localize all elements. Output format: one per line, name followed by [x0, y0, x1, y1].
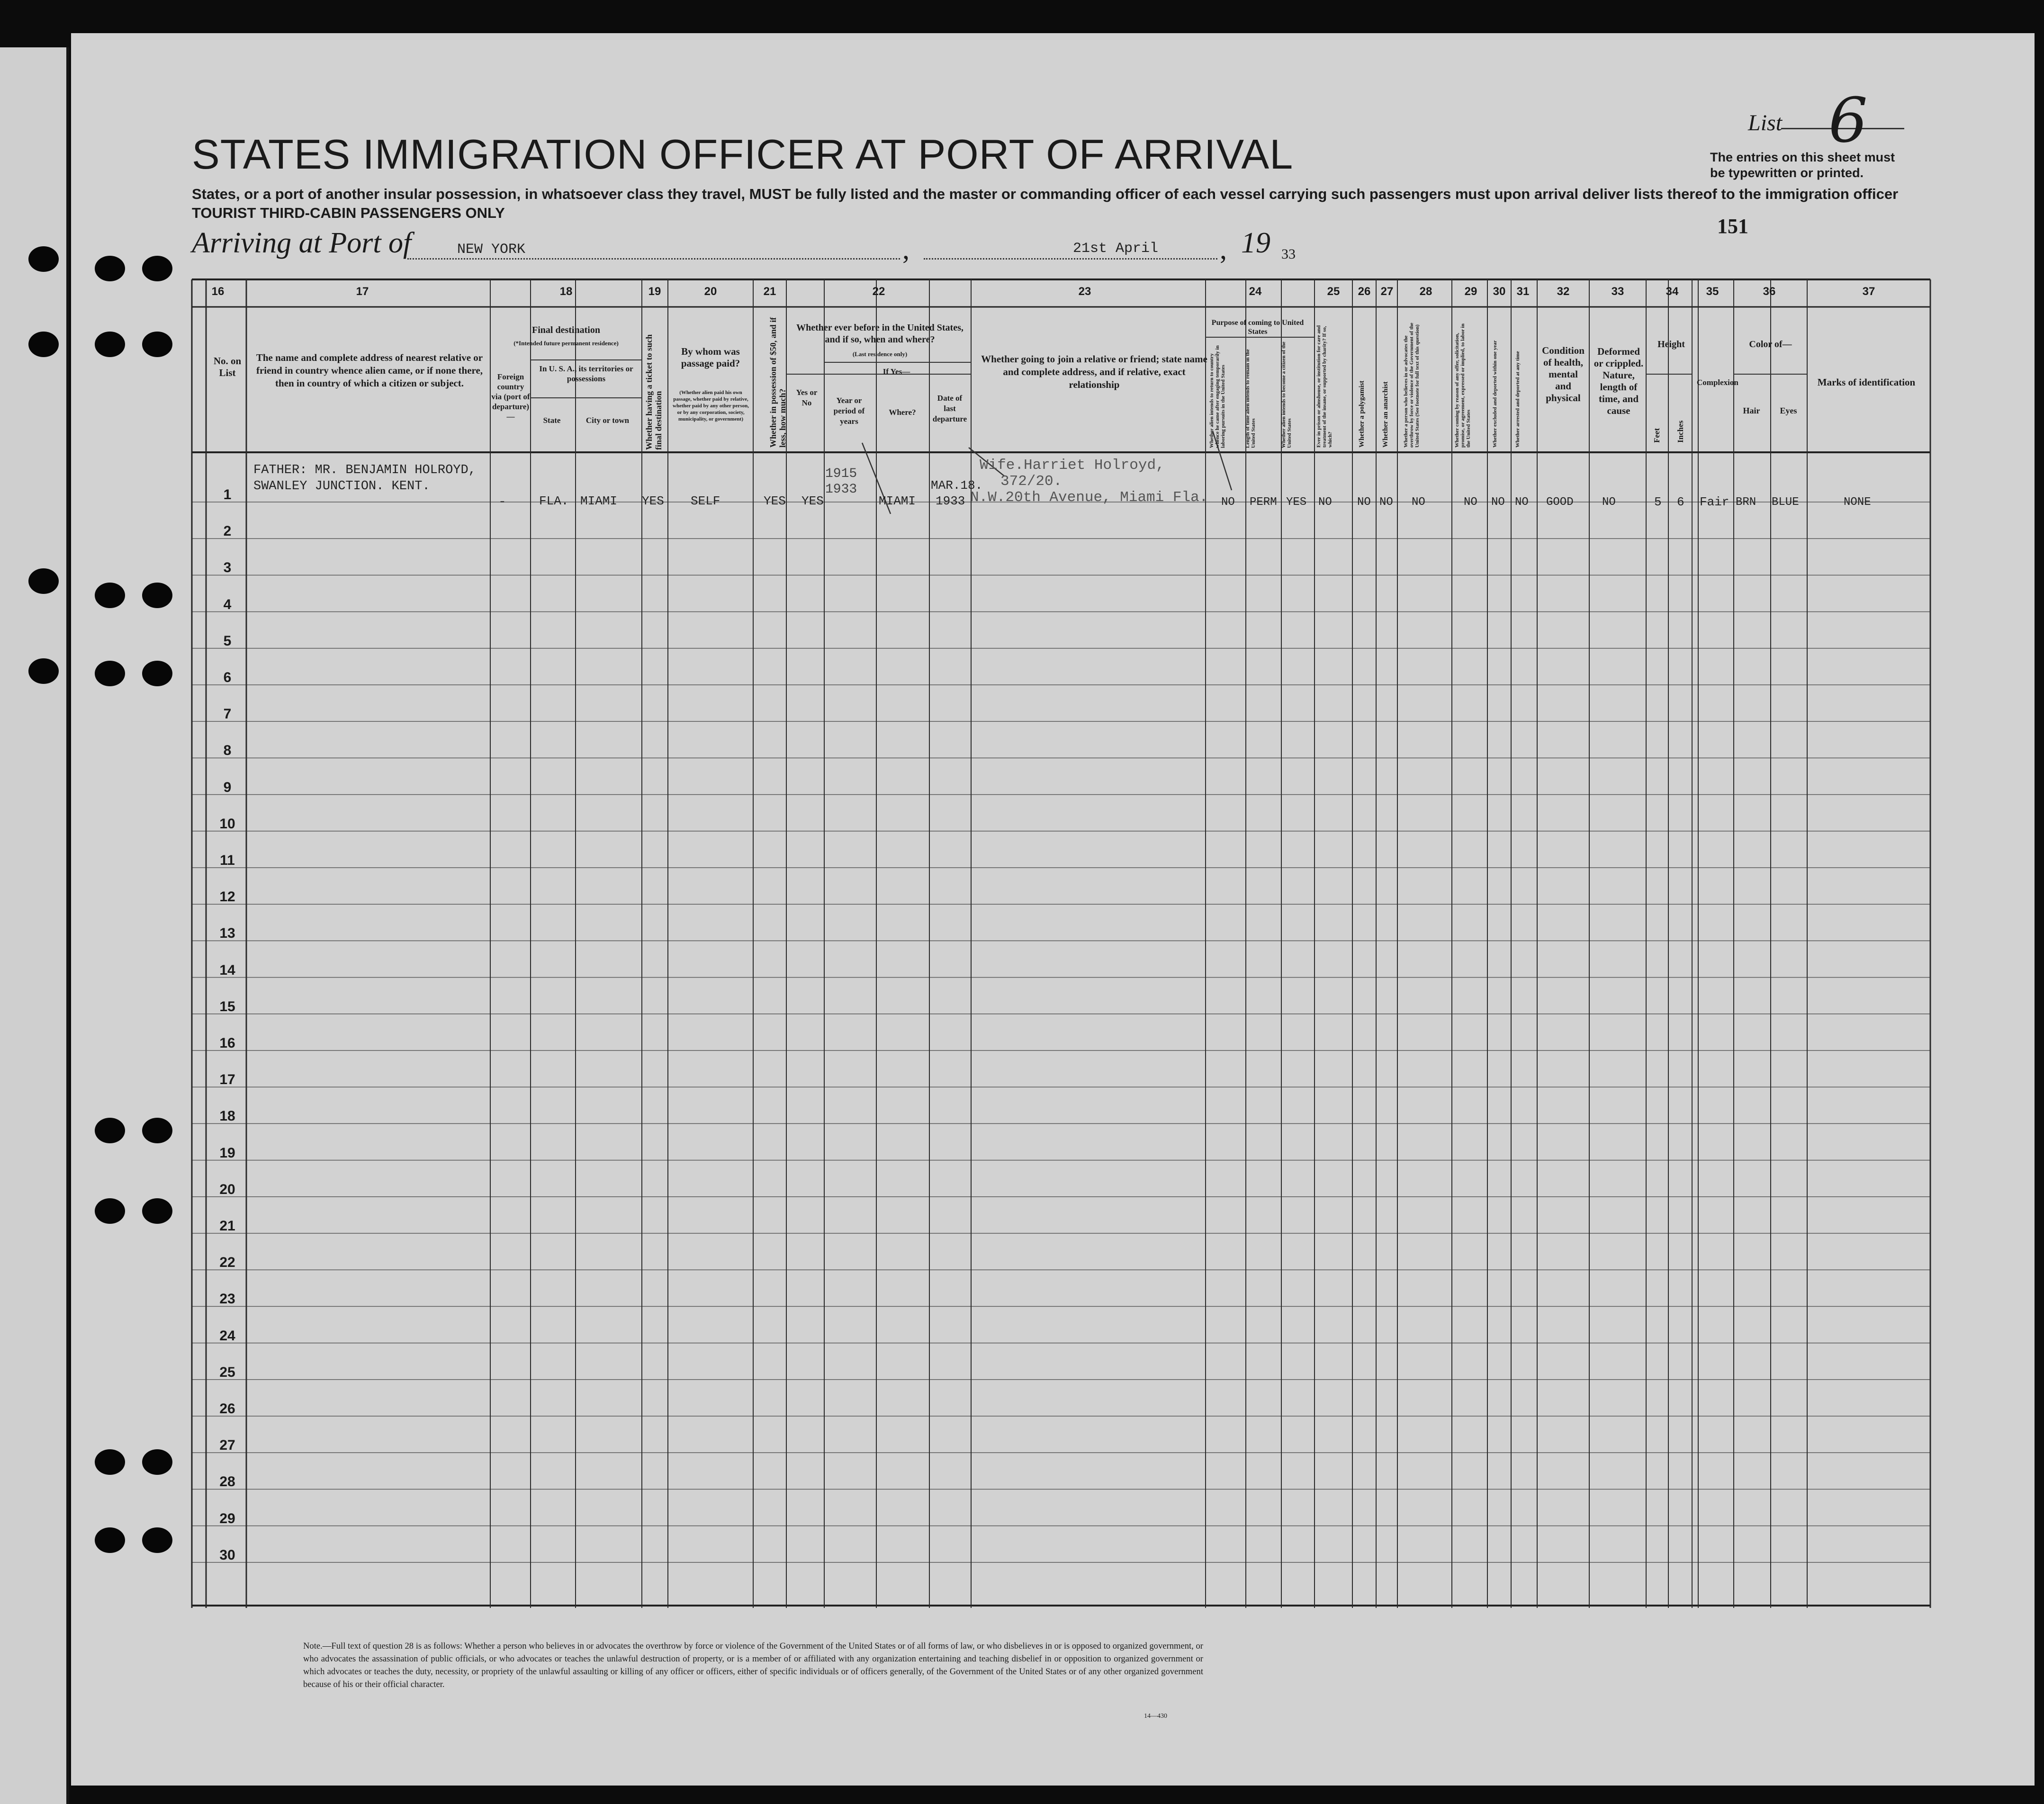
entry-overthrow: NO: [1412, 496, 1425, 509]
instruction-line: States, or a port of another insular possession, in whatsoever class they travel, MUST be fully listed and the master or commanding officer of each vessel carrying such passengers must upon arrival deliver lists thereof to the immigration officer: [192, 186, 1899, 202]
header-color-of: Color of—: [1749, 339, 1792, 350]
row-number: 16: [219, 1035, 235, 1051]
date-underline: [924, 258, 1217, 260]
entry-marks: NONE: [1844, 496, 1871, 509]
row-number: 23: [219, 1291, 235, 1307]
row-number: 8: [223, 743, 232, 759]
entry-prison: NO: [1318, 496, 1332, 509]
row-number: 12: [219, 889, 235, 905]
row-number: 20: [219, 1181, 235, 1197]
column-number: 32: [1557, 285, 1570, 298]
entry-length-stay: PERM: [1250, 496, 1277, 509]
entry-complexion: Fair: [1700, 495, 1729, 509]
entry-excluded: NO: [1491, 496, 1505, 509]
column-number: 20: [704, 285, 717, 298]
header-anarchist: Whether an anarchist: [1382, 381, 1389, 448]
entry-joining-line1: Wife.Harriet Holroyd,: [980, 457, 1165, 474]
entry-polygamist: NO: [1357, 496, 1371, 509]
header-state: State: [543, 416, 561, 425]
entry-foreign-country: -: [498, 495, 506, 510]
header-usa: In U. S. A., its territories or possessions: [539, 364, 633, 383]
row-number: 14: [219, 962, 235, 978]
header-joining: Whether going to join a relative or friend; state name and complete address, and if relative, exact relationship: [981, 353, 1207, 390]
passenger-class-line: TOURIST THIRD-CABIN PASSENGERS ONLY: [192, 205, 505, 221]
entry-inches: 6: [1677, 495, 1684, 509]
header-if-yes: If Yes—: [882, 367, 910, 376]
column-number: 30: [1493, 285, 1506, 298]
header-prison: Ever in prison or almshouse, or institution for care and treatment of the insane, or supported by charity? If so, which?: [1316, 325, 1333, 448]
page-title: STATES IMMIGRATION OFFICER AT PORT OF ARRIVAL: [192, 131, 1294, 178]
row-number: 26: [219, 1401, 235, 1417]
row-number: 11: [220, 853, 235, 868]
entry-city: MIAMI: [580, 494, 618, 508]
header-purpose-citizen: Whether alien intends to become a citizen of the United States: [1281, 341, 1292, 448]
header-year-period: Year or period of years: [833, 396, 865, 426]
entry-date-line2: 1933: [936, 494, 965, 508]
entry-deformed: NO: [1602, 496, 1616, 509]
row-number: 4: [223, 596, 232, 612]
form-number: 14—430: [1144, 1713, 1167, 1720]
column-number: 29: [1464, 285, 1477, 298]
entry-years-line1: 1915: [825, 467, 857, 481]
entry-has-50: YES: [764, 494, 786, 508]
entry-before-in-us: YES: [801, 494, 824, 508]
row-number: 1: [223, 487, 232, 503]
row-number: 5: [223, 633, 232, 649]
row-number: 21: [219, 1218, 235, 1234]
entry-arrested: NO: [1515, 496, 1529, 509]
header-before-in-us: Whether ever before in the United States, and if so, when and where?: [796, 323, 963, 345]
header-health: Condition of health, mental and physical: [1542, 345, 1585, 404]
header-purpose-length: Length of time alien intends to remain in the United States: [1245, 349, 1256, 448]
row-number: 30: [219, 1547, 235, 1563]
header-arrested: Whether arrested and deported at any time: [1515, 351, 1521, 448]
entry-joining-line2: 372/20.: [1000, 473, 1063, 490]
row-number: 22: [219, 1255, 235, 1271]
header-purpose: Purpose of coming to United States: [1211, 319, 1304, 336]
comma: ,: [1220, 233, 1227, 265]
entry-eyes: BLUE: [1772, 496, 1799, 509]
row-number: 2: [223, 523, 232, 539]
header-overthrow: Whether a person who believes in or advocates the overthrow by force or violence of the Government of the United States (See footnote for full text of this question): [1403, 323, 1420, 448]
entry-relative-line2: SWANLEY JUNCTION. KENT.: [253, 479, 430, 494]
row-number: 27: [219, 1437, 235, 1454]
column-number: 19: [648, 285, 661, 298]
column-number: 25: [1327, 285, 1340, 298]
entry-joining-line3: N.W.20th Avenue, Miami Fla.: [970, 489, 1208, 506]
header-city: City or town: [585, 416, 630, 425]
row-number: 17: [219, 1072, 235, 1088]
column-number: 16: [211, 285, 225, 298]
port-underline: [407, 258, 900, 260]
header-has-50: Whether in possession of $50, and if less, how much?: [768, 317, 787, 448]
entry-health: GOOD: [1546, 496, 1574, 509]
entry-hair: BRN: [1736, 496, 1756, 509]
comma: ,: [902, 233, 909, 265]
column-number: 21: [763, 285, 776, 298]
column-number: 28: [1419, 285, 1432, 298]
header-labor-offer: Whether coming by reason of any offer, solicitation, promise, or agreement, expressed or implied, to labor in the United States: [1454, 323, 1471, 448]
row-number: 18: [219, 1108, 235, 1124]
row-number: 19: [219, 1145, 235, 1161]
column-number: 35: [1706, 285, 1719, 298]
header-foreign-country: Foreign country via (port of departure)—: [491, 372, 530, 421]
entry-relative-line1: FATHER: MR. BENJAMIN HOLROYD,: [253, 463, 476, 477]
year-suffix: 33: [1281, 246, 1296, 262]
header-date-last-departure: Date of last departure: [932, 394, 967, 423]
header-paid-by: By whom was passage paid?: [681, 346, 740, 369]
column-number: 23: [1078, 285, 1091, 298]
header-ticket: Whether having a ticket to such final destination: [644, 334, 663, 450]
date-value: 21st April: [1073, 241, 1159, 257]
header-yes-no: Yes or No: [796, 388, 818, 407]
entries-note: The entries on this sheet must be typewritten or printed.: [1710, 150, 1895, 180]
entry-anarchist: NO: [1379, 496, 1393, 509]
column-number: 37: [1862, 285, 1875, 298]
header-feet: Feet: [1652, 428, 1661, 443]
entry-return-country: NO: [1221, 496, 1235, 509]
header-deformed: Deformed or crippled. Nature, length of time, and cause: [1594, 346, 1644, 416]
row-number: 15: [219, 998, 235, 1014]
row-number: 13: [219, 925, 235, 942]
entry-ticket: YES: [642, 494, 664, 508]
header-complexion: Complexion: [1697, 378, 1738, 387]
row-number: 7: [223, 706, 232, 722]
list-number: 6: [1828, 84, 1868, 156]
header-paid-by-note: (Whether alien paid his own passage, whether paid by relative, whether paid by any other person, or by any corporation, society, municipality, or government): [673, 390, 749, 422]
row-number: 10: [219, 816, 235, 832]
header-polygamist: Whether a polygamist: [1358, 380, 1366, 448]
column-number: 17: [356, 285, 369, 298]
column-number: 36: [1763, 285, 1776, 298]
header-hair: Hair: [1743, 406, 1760, 415]
row-number: 25: [219, 1364, 235, 1380]
port-value: NEW YORK: [457, 242, 526, 258]
header-marks: Marks of identification: [1817, 377, 1916, 388]
header-relative: The name and complete address of nearest relative or friend in country whence alien came, or if none there, then in country of which a citizen or subject.: [256, 352, 483, 389]
entry-feet: 5: [1654, 495, 1662, 509]
row-number: 6: [223, 670, 232, 685]
header-final-destination-note: (*Intended future permanent residence): [513, 340, 619, 347]
column-number: 26: [1358, 285, 1371, 298]
header-height: Height: [1657, 339, 1685, 350]
column-number: 34: [1666, 285, 1679, 298]
header-no-on-list: No. on List: [213, 355, 242, 378]
row-number: 24: [219, 1328, 235, 1344]
sheet-number: 151: [1717, 215, 1748, 238]
header-where: Where?: [889, 408, 916, 417]
entry-citizen: YES: [1286, 496, 1307, 509]
row-number: 28: [219, 1474, 235, 1490]
list-label: List: [1748, 110, 1783, 135]
header-excluded: Whether excluded and deported within one year: [1492, 340, 1498, 448]
header-eyes: Eyes: [1780, 406, 1797, 415]
header-inches: Inches: [1676, 420, 1685, 443]
column-number: 18: [559, 285, 573, 298]
column-number: 24: [1249, 285, 1262, 298]
entry-labor-offer: NO: [1464, 496, 1477, 509]
row-number: 3: [223, 560, 232, 576]
column-number: 22: [872, 285, 885, 298]
column-number: 27: [1380, 285, 1394, 298]
arriving-label: Arriving at Port of: [192, 227, 412, 259]
entry-paid-by: SELF: [691, 494, 720, 508]
year-prefix: 19: [1241, 227, 1270, 259]
footnote-question-28: Note.—Full text of question 28 is as follows: Whether a person who believes in or advocates the overthrow by force or violence of the Government of the United States or of all forms of law, or who disbelieves in or is opposed to organized government, or who advocates the assassination of public officials, or who advocates or teaches the unlawful destruction of property, or is a member of or affiliated with any organization entertaining and teaching disbelief in or opposition to organized government or which advocates or teaches the duty, necessity, or propriety of the unlawful assaulting or killing of any officer or officers, either of specific individuals or of officers generally, of the Government of the United States or of any other organized government because of his or their official character.: [303, 1641, 1203, 1689]
entry-where: MIAMI: [879, 494, 916, 508]
entry-date-line1: MAR.18.: [931, 478, 983, 493]
column-number: 33: [1611, 285, 1624, 298]
header-purpose-return: Whether alien intends to return to country whence he came after engaging temporarily in laboring pursuits in the United States: [1209, 345, 1226, 448]
column-number: 31: [1516, 285, 1530, 298]
entry-years-line2: 1933: [825, 482, 857, 497]
entry-state: FLA.: [539, 494, 569, 508]
header-last-residence-note: (Last residence only): [852, 350, 908, 358]
row-number: 29: [219, 1510, 235, 1526]
row-number: 9: [223, 779, 232, 795]
header-final-destination: Final destination: [532, 325, 600, 335]
